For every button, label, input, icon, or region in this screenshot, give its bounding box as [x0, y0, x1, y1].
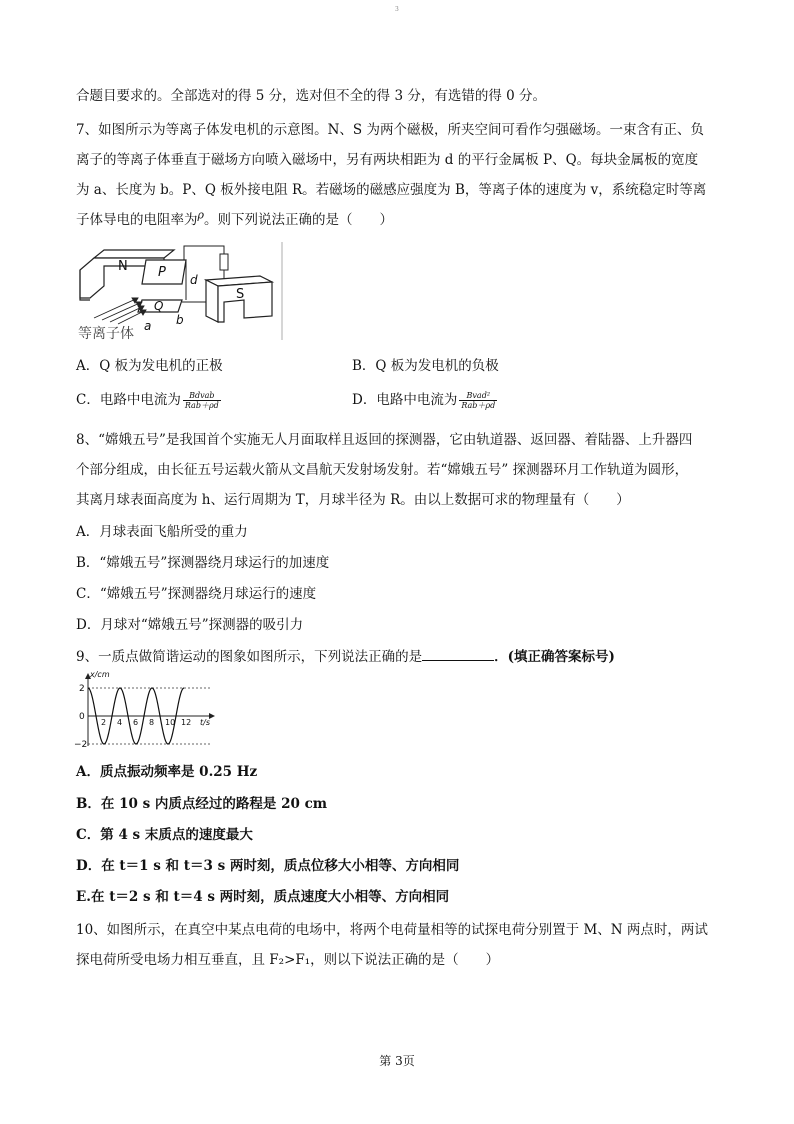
q8-option-d: D．月球对“嫦娥五号”探测器的吸引力 — [76, 617, 304, 633]
x-tick-label: 4 — [117, 718, 123, 727]
q7-line-3: 为 a、长度为 b。P、Q 板外接电阻 R。若磁场的磁感应强度为 B，等离子体的速度为 v，系统稳定时等离 — [76, 182, 707, 198]
instructions-text: 合题目要求的。全部选对的得 5 分，选对但不全的得 3 分，有选错的得 0 分。 — [76, 88, 547, 104]
label-n: N — [118, 259, 128, 274]
fraction-numerator: Bvad² — [466, 391, 491, 400]
q8-line-3: 其离月球表面高度为 h、运行周期为 T，月球半径为 R。由以上数据可求的物理量有（ ） — [76, 492, 630, 508]
q7-line-4-b: 。则下列说法正确的是（ ） — [203, 212, 393, 228]
y-tick-pos: 2 — [79, 684, 85, 694]
origin-label: 0 — [79, 712, 85, 722]
shm-graph — [74, 668, 224, 750]
q9-line-1 — [76, 645, 615, 665]
x-tick-label: 12 — [181, 718, 192, 727]
fraction-denominator: Rab＋ρd — [184, 401, 219, 410]
page-footer: 第 3页 — [379, 1054, 415, 1068]
label-p: P — [158, 265, 166, 280]
q7-line-4 — [76, 208, 393, 228]
y-axis-label: x/cm — [90, 670, 110, 679]
q9-line-1-a: 9、一质点做简谐运动的图象如图所示，下列说法正确的是 — [76, 649, 423, 665]
q9-option-d: D．在 t＝1 s 和 t＝3 s 两时刻，质点位移大小相等、方向相同 — [76, 858, 460, 874]
q7-option-c-fraction — [183, 391, 221, 410]
x-tick-label: 6 — [133, 718, 139, 727]
label-a: a — [144, 319, 152, 333]
plasma-generator-figure — [74, 240, 286, 342]
q10-line-1: 10、如图所示，在真空中某点电荷的电场中，将两个电荷量相等的试探电荷分别置于 M、N 两点时，两试 — [76, 922, 708, 938]
q8-option-c: C．“嫦娥五号”探测器绕月球运行的速度 — [76, 586, 317, 602]
label-s: S — [236, 287, 245, 302]
q8-option-b: B．“嫦娥五号”探测器绕月球运行的加速度 — [76, 555, 330, 571]
q7-option-c-text: C．电路中电流为 — [76, 392, 181, 408]
q7-option-c — [76, 388, 221, 410]
q9-option-b: B．在 10 s 内质点经过的路程是 20 cm — [76, 796, 328, 812]
q9-option-a: A．质点振动频率是 0.25 Hz — [76, 764, 258, 780]
x-tick-label: 8 — [149, 718, 155, 727]
fraction-denominator: Rab＋ρd — [461, 401, 496, 410]
label-q: Q — [154, 299, 164, 313]
label-d: d — [190, 273, 198, 287]
answer-blank — [422, 648, 494, 661]
fraction-numerator: Bdvab — [189, 391, 215, 400]
label-plasma: 等离子体 — [78, 326, 134, 342]
q7-option-b: B．Q 板为发电机的负极 — [352, 358, 499, 374]
q7-option-d — [352, 388, 497, 410]
x-tick-label: 10 — [165, 718, 176, 727]
x-axis-label: t/s — [200, 718, 210, 727]
q7-line-2: 离子的等离子体垂直于磁场方向喷入磁场中，另有两块相距为 d 的平行金属板 P、Q。每块金属板的宽度 — [76, 152, 699, 168]
q8-line-2: 个部分组成，由长征五号运载火箭从文昌航天发射场发射。若“嫦娥五号” 探测器环月工作轨道为圆形， — [76, 462, 689, 478]
q9-line-1-b: ．(填正确答案标号) — [494, 649, 615, 665]
page-marker: 3 — [395, 6, 399, 13]
x-tick-labels — [101, 718, 191, 727]
q8-line-1: 8、“嫦娥五号”是我国首个实施无人月面取样且返回的探测器，它由轨道器、返回器、着陆器、上升器四 — [76, 432, 693, 448]
y-tick-neg: −2 — [74, 740, 88, 750]
q7-line-1: 7、如图所示为等离子体发电机的示意图。N、S 为两个磁极，所夹空间可看作匀强磁场。一束含有正、负 — [76, 122, 704, 138]
q7-line-4-a: 子体导电的电阻率为 — [76, 212, 198, 228]
q9-option-c: C．第 4 s 末质点的速度最大 — [76, 827, 253, 843]
q7-option-a: A．Q 板为发电机的正极 — [76, 358, 223, 374]
x-tick-label: 2 — [101, 718, 107, 727]
q7-option-d-text: D．电路中电流为 — [352, 392, 458, 408]
q7-option-d-fraction — [459, 391, 497, 410]
rho-symbol: ρ — [197, 208, 204, 222]
q8-option-a: A．月球表面飞船所受的重力 — [76, 524, 248, 540]
q9-option-e: E.在 t＝2 s 和 t＝4 s 两时刻，质点速度大小相等、方向相同 — [76, 889, 450, 905]
label-b: b — [176, 313, 184, 327]
q10-line-2: 探电荷所受电场力相互垂直，且 F₂>F₁，则以下说法正确的是（ ） — [76, 952, 500, 968]
